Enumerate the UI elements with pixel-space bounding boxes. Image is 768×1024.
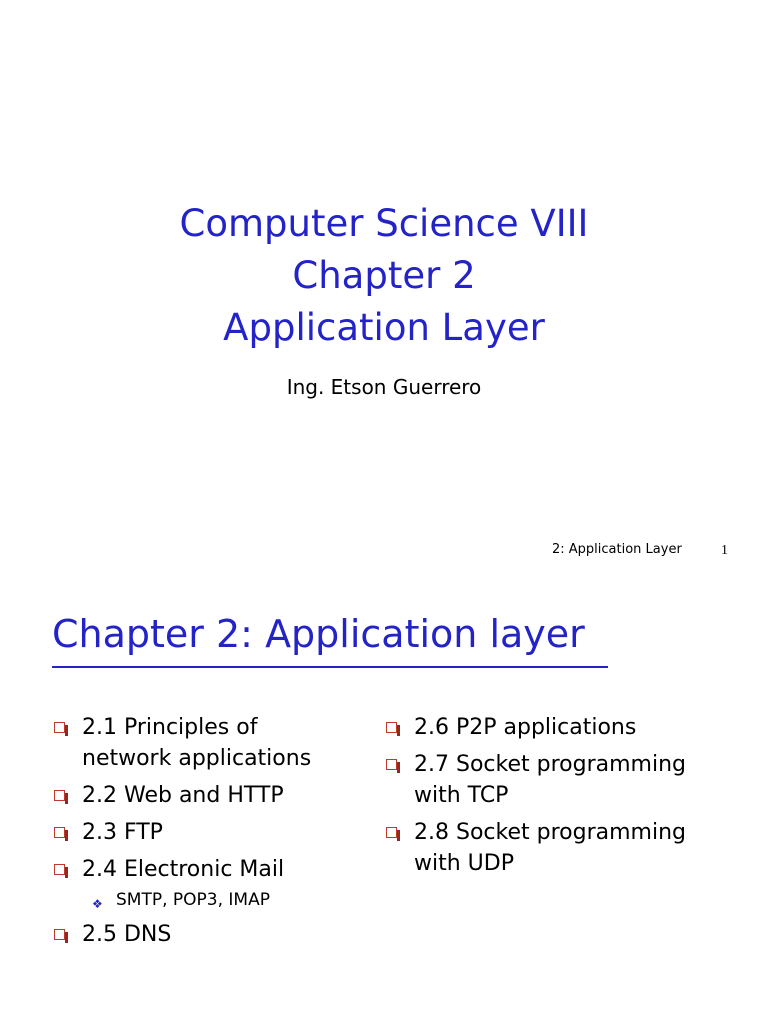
sub-list-item (52, 887, 352, 913)
diamond-bullet-icon: ❖ (92, 897, 103, 911)
list-item-label: 2.4 Electronic Mail (82, 857, 285, 882)
outline-right-column (384, 712, 724, 885)
list-item-label: 2.2 Web and HTTP (82, 783, 284, 808)
square-bullet-icon (54, 722, 65, 733)
square-bullet-icon (386, 827, 397, 838)
square-bullet-icon (386, 759, 397, 770)
slide-footer: 2: Application Layer (552, 542, 682, 557)
list-item (52, 854, 352, 885)
list-item-label: 2.7 Socket programming with TCP (414, 752, 686, 808)
square-bullet-icon (54, 864, 65, 875)
square-bullet-icon (386, 722, 397, 733)
heading-underline (52, 666, 608, 668)
list-item (52, 817, 352, 848)
list-item-label: 2.5 DNS (82, 922, 172, 947)
list-item-label: 2.6 P2P applications (414, 715, 637, 740)
sub-list-item-label: SMTP, POP3, IMAP (116, 890, 270, 910)
title-line-chapter: Chapter 2 (292, 254, 476, 297)
author-name: Ing. Etson Guerrero (286, 375, 482, 399)
list-item (52, 919, 352, 950)
list-item-label: 2.3 FTP (82, 820, 163, 845)
title-line-course: Computer Science VIII (179, 202, 589, 245)
list-item-label: 2.1 Principles of network applications (82, 715, 312, 771)
outline-slide (0, 576, 768, 1024)
title-line-topic: Application Layer (223, 306, 545, 349)
square-bullet-icon (54, 929, 65, 940)
square-bullet-icon (54, 790, 65, 801)
slide-heading: Chapter 2: Application layer (52, 612, 585, 656)
list-item (52, 712, 352, 774)
slide-title (0, 198, 768, 354)
list-item (384, 817, 724, 879)
list-item (384, 749, 724, 811)
page-number: 1 (721, 543, 728, 558)
list-item (52, 780, 352, 811)
outline-left-column (52, 712, 352, 956)
list-item (384, 712, 724, 743)
square-bullet-icon (54, 827, 65, 838)
list-item-label: 2.8 Socket programming with UDP (414, 820, 686, 876)
